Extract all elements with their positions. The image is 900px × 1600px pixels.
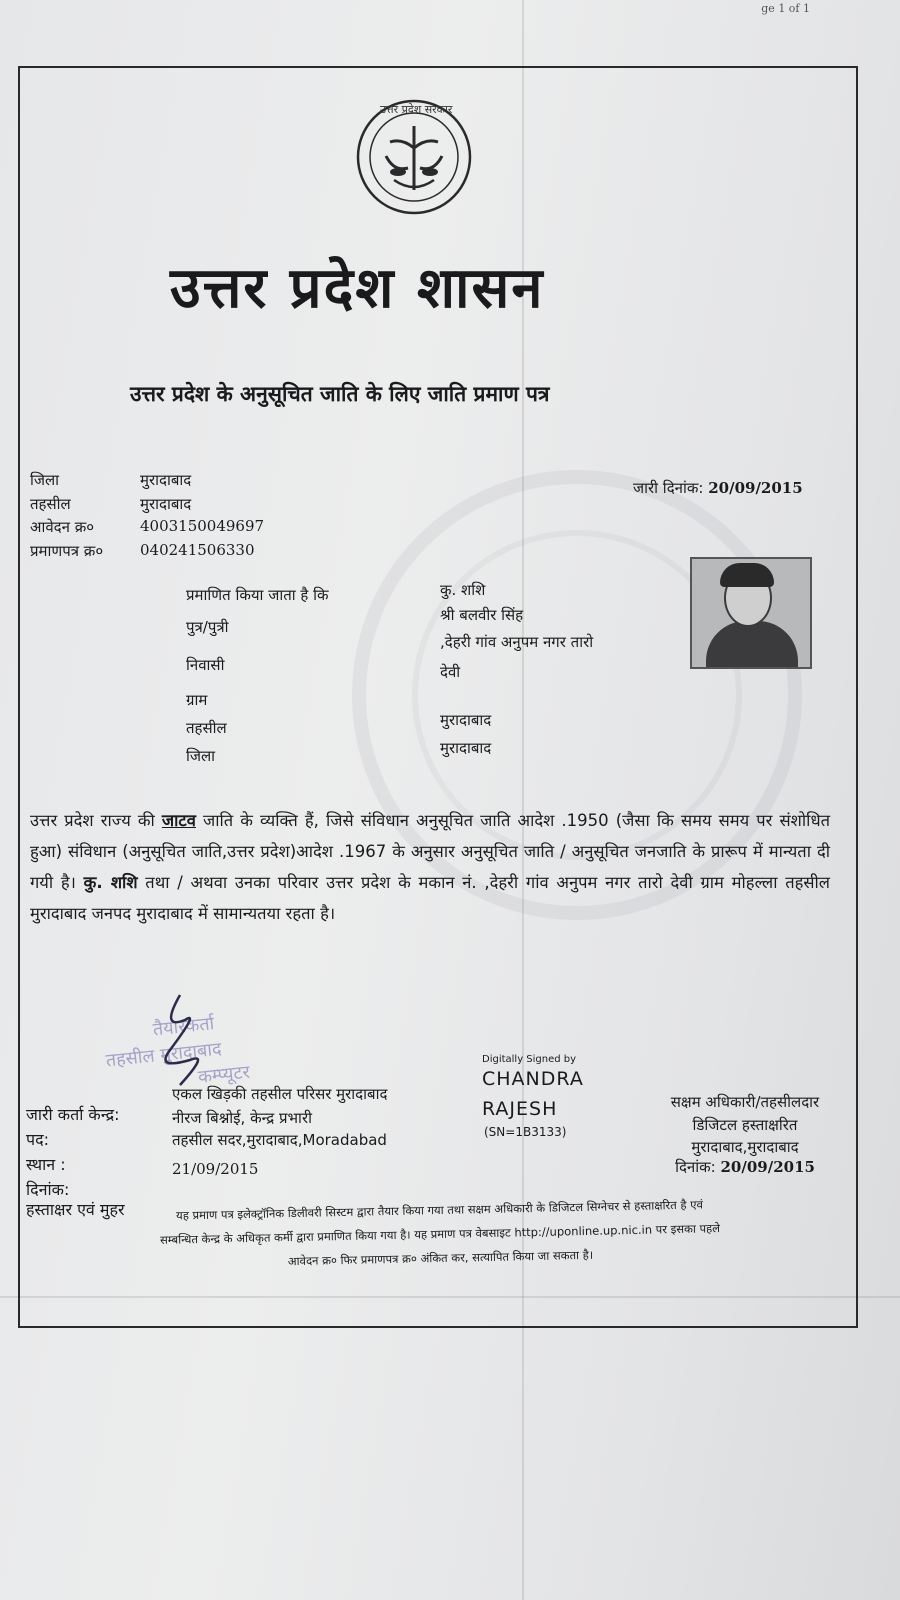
- applicant-photo: [690, 557, 812, 669]
- certificate-body-text: [30, 805, 830, 929]
- page-indicator: ge 1 of 1: [761, 2, 810, 15]
- issue-date: [633, 478, 803, 498]
- footer-line1: यह प्रमाण पत्र इलेक्ट्रॉनिक डिलीवरी सिस्टम द्वारा तैयार किया गया तथा सक्षम अधिकारी के डिजिटल सिग्नेचर से हस्ताक्षरित है एवं: [175, 1197, 704, 1223]
- signer-name-1: CHANDRA: [482, 1068, 584, 1090]
- tehsil-stamp: तैयारकर्ता तहसील मुरादाबाद कम्प्यूटर: [104, 1013, 251, 1088]
- footer-line3: आवेदन क्र० फिर प्रमाणपत्र क्र० अंकित कर, सत्यापित किया जा सकता है।: [287, 1247, 594, 1269]
- district-label: जिला: [30, 471, 60, 489]
- issuing-center-value: एकल खिड़की तहसील परिसर मुरादाबाद: [172, 1085, 388, 1103]
- authority-date-value: 20/09/2015: [720, 1158, 815, 1176]
- resident-value-line1: ,देहरी गांव अनुपम नगर तारो: [440, 633, 594, 651]
- relation-label: पुत्र/पुत्री: [186, 618, 229, 636]
- certificate-subtitle: उत्तर प्रदेश के अनुसूचित जाति के लिए जाति प्रमाण पत्र: [130, 382, 550, 406]
- certificate-no-label: प्रमाणपत्र क्र०: [30, 542, 104, 560]
- applicant-name: कु. शशि: [83, 873, 138, 892]
- field-tehsil-value: मुरादाबाद: [440, 711, 492, 729]
- authority-digital: डिजिटल हस्ताक्षरित: [692, 1116, 798, 1134]
- page-title: उत्तर प्रदेश शासन: [170, 256, 545, 321]
- certified-value: कु. शशि: [440, 581, 486, 599]
- tehsil-label: तहसील: [30, 495, 71, 513]
- village-label: ग्राम: [186, 691, 208, 709]
- place-value: तहसील सदर,मुरादाबाद,Moradabad: [172, 1131, 387, 1149]
- relation-value: श्री बलवीर सिंह: [440, 606, 524, 624]
- caste-name: जाटव: [161, 811, 196, 830]
- footer-line2: सम्बन्धित केन्द्र के अधिकृत कर्मी द्वारा प्रमाणित किया गया है। यह प्रमाण पत्र वेबसाइट http://uponline.up.nic.in पर इसका पहले: [159, 1221, 721, 1247]
- issuing-center-label: जारी कर्ता केन्द्र:: [26, 1105, 120, 1124]
- place-label: स्थान :: [26, 1155, 66, 1174]
- signer-name-2: RAJESH: [482, 1098, 558, 1120]
- digitally-signed-label: Digitally Signed by: [482, 1054, 577, 1065]
- authority-date-label: दिनांक:: [675, 1158, 716, 1176]
- certified-label: प्रमाणित किया जाता है कि: [186, 586, 329, 604]
- certificate-no-value: 040241506330: [140, 541, 255, 559]
- signature-seal-label: हस्ताक्षर एवं मुहर: [26, 1200, 125, 1219]
- field-district-label: जिला: [186, 747, 216, 765]
- signer-serial: (SN=1B3133): [484, 1125, 567, 1139]
- issue-date-value: 20/09/2015: [708, 479, 803, 497]
- district-value: मुरादाबाद: [140, 471, 192, 489]
- application-no-label: आवेदन क्र०: [30, 518, 95, 536]
- post-value: नीरज बिश्नोई, केन्द्र प्रभारी: [172, 1109, 312, 1127]
- post-label: पद:: [26, 1130, 49, 1149]
- authority-place: मुरादाबाद,मुरादाबाद: [691, 1138, 799, 1156]
- body-part1: उत्तर प्रदेश राज्य की: [30, 811, 162, 830]
- body-part2: जाति के व्यक्ति हैं, जिसे संविधान अनुसूचित जाति आदेश .1950 (जैसा कि समय समय पर संशोधित हुआ) संविधान (अनुसूचित जाति,उत्तर प्रदेश)आदेश .1967 के अनुसार अनुसूचित जाति / अनुसूचित जनजाति के प्रारूप में मान्यता दी गयी है।: [30, 811, 830, 892]
- authority-date: [640, 1157, 850, 1177]
- field-district-value: मुरादाबाद: [440, 739, 492, 757]
- issuer-date-value: 21/09/2015: [172, 1160, 259, 1178]
- application-no-value: 4003150049697: [140, 517, 265, 535]
- issue-date-label: जारी दिनांक:: [633, 479, 704, 497]
- body-part3: तथा / अथवा उनका परिवार उत्तर प्रदेश के मकान नं. ,देहरी गांव अनुपम नगर तारो देवी ग्राम मोहल्ला तहसील मुरादाबाद जनपद मुरादाबाद में सामान्यतया रहता है।: [30, 873, 830, 923]
- authority-title: सक्षम अधिकारी/तहसीलदार: [670, 1093, 820, 1111]
- field-tehsil-label: तहसील: [186, 719, 227, 737]
- tehsil-value: मुरादाबाद: [140, 495, 192, 513]
- emblem-text: उत्तर प्रदेश सरकार: [380, 103, 453, 116]
- resident-value-line2: देवी: [440, 663, 461, 681]
- issuer-date-label: दिनांक:: [26, 1180, 70, 1199]
- resident-label: निवासी: [186, 656, 225, 674]
- handwritten-signature: [140, 990, 240, 1090]
